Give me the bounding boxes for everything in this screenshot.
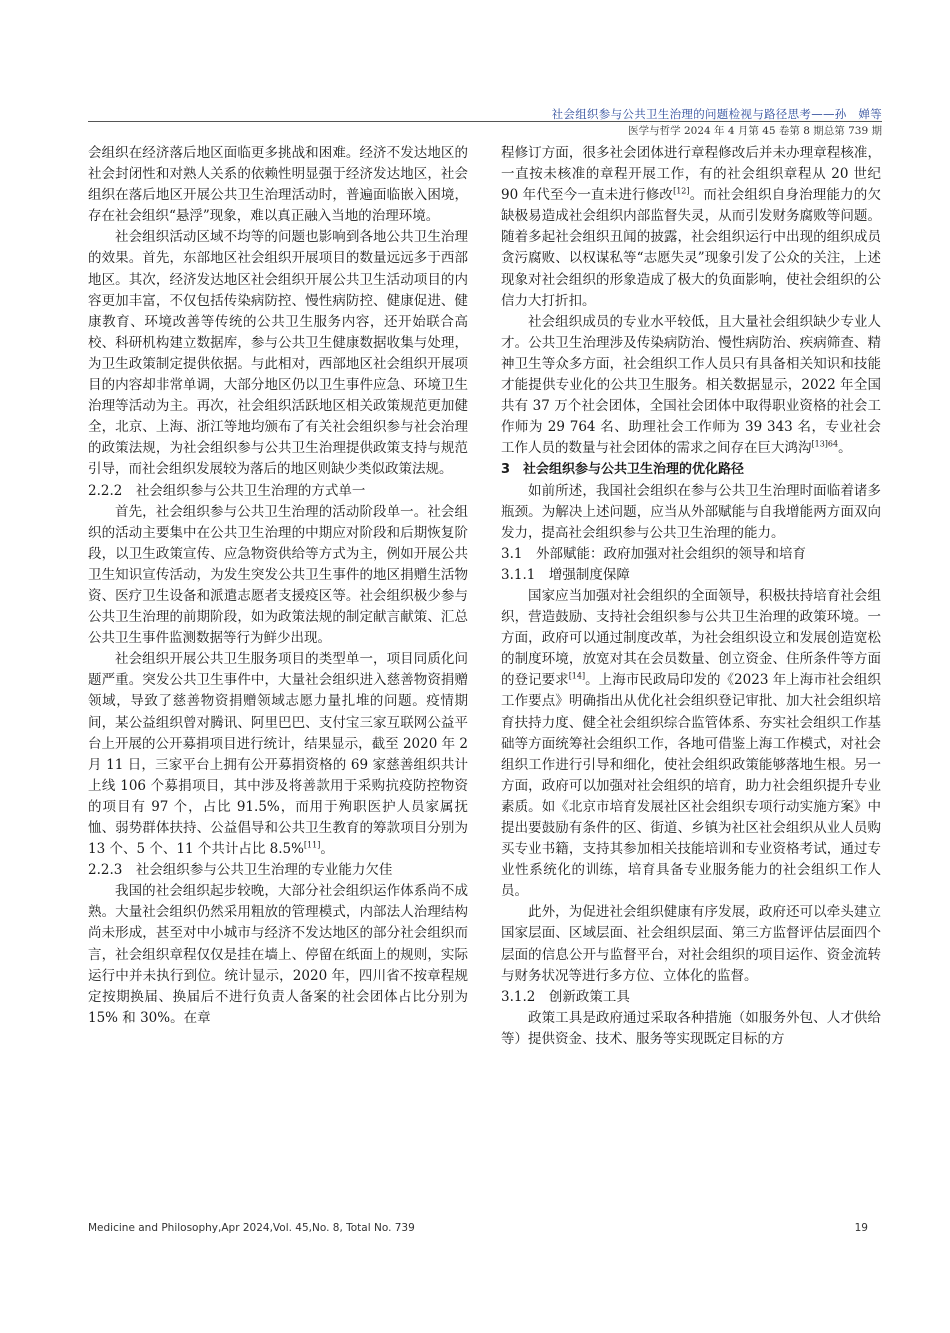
subsubsection-heading [501,565,881,586]
paragraph-text: 程修订方面，很多社会团体进行章程修改后并未办理章程核准，一直按未核准的章程开展工作，有的社会组织章程从 20 世纪 90 年代至今一直未进行修改 [501,145,881,204]
paragraph-text: 首先，社会组织参与公共卫生治理的活动阶段单一。社会组织的活动主要集中在公共卫生治理的中期应对阶段和后期恢复阶段，以卫生政策宣传、应急物资供给等方式为主，例如开展公共卫生知识宣传活动，为发生突发公共卫生事件的地区捐赠生活物资、医疗卫生设备和派遣志愿者支援疫区等。社会组织极少参与公共卫生治理的前期阶段，如为政策法规的制定献言献策、汇总公共卫生事件监测数据等行为鲜少出现。 [88,503,468,647]
citation-reference: [14] [568,671,586,681]
paragraph-text: 社会组织开展公共卫生服务项目的类型单一，项目同质化问题严重。突发公共卫生事件中，大量社会组织进入慈善物资捐赠领域，导致了慈善物资捐赠领域志愿力量扎堆的问题。疫情期间，某公益组织曾对腾讯、阿里巴巴、支付宝三家互联网公益平台上开展的公开募捐项目进行统计，结果显示，截至 2020 年 2 月 11 日，三家平台上拥有公开募捐资格的 69 家慈善组织共计上线 106 个募捐项目，其中涉及将善款用于采购抗疫防控物资的项目有 97 个，占比 91.5%，而用于殉职医护人员家属抚恤、弱势群体扶持、公益倡导和公共卫生教育的筹款项目分别为 13 个、5 个、11 个共计占比 8.5% [88,651,468,858]
section-heading [501,459,881,480]
paragraph-text: 2.2.2 社会组织参与公共卫生治理的方式单一 [88,482,366,499]
running-header-issue: 医学与哲学 2024 年 4 月第 45 卷第 8 期总第 739 期 [628,125,882,137]
paragraph-text: 国家应当加强对社会组织的全面领导，积极扶持培育社会组织，营造鼓励、支持社会组织参与公共卫生治理的政策环境。一方面，政府可以通过制度改革，为社会组织设立和发展创造宽松的制度环境，放宽对其在会员数量、创立资金、住所条件等方面的登记要求 [501,587,881,689]
paragraph-text: 如前所述，我国社会组织在参与公共卫生治理时面临着诸多瓶颈。为解决上述问题，应当从外部赋能与自我增能两方面双向发力，提高社会组织参与公共卫生治理的能力。 [501,482,881,541]
subsubsection-heading [88,481,468,502]
body-paragraph [88,143,468,227]
paragraph-text-tail: 。上海市民政局印发的《2023 年上海市社会组织工作要点》明确指出从优化社会组织登记审批、加大社会组织培育扶持力度、健全社会组织综合监管体系、夯实社会组织工作基础等方面统筹社会组织工作，各地可借鉴上海工作模式，对社会组织工作进行引导和细化，使社会组织政策能够落地生根。另一方面，政府可以加强对社会组织的培育，助力社会组织提升专业素质。如《北京市培育发展社区社会组织专项行动实施方案》中提出要鼓励有条件的区、街道、乡镇为社区社会组织从业人员购买专业书籍，支持其参加相关技能培训和专业资格考试，通过专业性系统化的训练，培育具备专业服务能力的社会组织工作人员。 [501,672,881,900]
citation-reference: [13]64 [811,439,839,449]
paragraph-text: 政策工具是政府通过采取各种措施（如服务外包、人才供给等）提供资金、技术、服务等实现既定目标的方 [501,1009,881,1047]
body-paragraph [501,586,881,902]
page-number: 19 [854,1222,868,1234]
paragraph-text-tail: 。 [838,440,852,457]
footer-citation: Medicine and Philosophy,Apr 2024,Vol. 45,No. 8, Total No. 739 [88,1222,415,1234]
paragraph-text: 社会组织成员的专业水平较低，且大量社会组织缺少专业人才。公共卫生治理涉及传染病防治、慢性病防治、疾病筛查、精神卫生等众多方面，社会组织工作人员只有具备相关知识和技能才能提供专业化的公共卫生服务。相关数据显示，2022 年全国共有 37 万个社会团体，全国社会团体中取得职业资格的社会工作师为 29 764 名、助理社会工作师为 39 343 名，专业社会工作人员的数量与社会团体的需求之间存在巨大鸿沟 [501,313,881,457]
body-paragraph [88,502,468,650]
subsubsection-heading [501,987,881,1008]
paragraph-text: 2.2.3 社会组织参与公共卫生治理的专业能力欠佳 [88,862,393,879]
paragraph-text: 3.1 外部赋能：政府加强对社会组织的领导和培育 [501,545,806,562]
body-paragraph [501,143,881,312]
paragraph-text: 此外，为促进社会组织健康有序发展，政府还可以牵头建立国家层面、区域层面、社会组织层面、第三方监督评估层面四个层面的信息公开与监督平台，对社会组织的项目运作、资金流转与财务状况等进行多方位、立体化的监督。 [501,904,881,984]
subsubsection-heading [88,860,468,881]
paragraph-text: 3.1.1 增强制度保障 [501,566,630,583]
paragraph-text-tail: 。而社会组织自身治理能力的欠缺极易造成社会组织内部监督失灵，从而引发财务腐败等问题。随着多起社会组织丑闻的披露，社会组织运行中出现的组织成员贪污腐败、以权谋私等“志愿失灵”现象引发了公众的关注，上述现象对社会组织的形象造成了极大的负面影响，使社会组织的公信力大打折扣。 [501,187,881,309]
citation-reference: [12] [673,186,690,196]
body-paragraph [501,1008,881,1050]
body-paragraph [501,902,881,986]
left-column [88,143,468,1029]
body-paragraph [501,312,881,460]
citation-reference: [11] [303,840,321,850]
right-column [501,143,881,1050]
header-rule [88,121,882,122]
subsection-heading [501,544,881,565]
paragraph-text: 3.1.2 创新政策工具 [501,988,630,1005]
paragraph-text: 3 社会组织参与公共卫生治理的优化路径 [501,462,745,478]
paragraph-text-tail: 。 [320,841,334,858]
body-paragraph [88,227,468,480]
paragraph-text: 会组织在经济落后地区面临更多挑战和困难。经济不发达地区的社会封闭性和对熟人关系的依赖性明显强于经济发达地区，社会组织在落后地区开展公共卫生治理活动时，普遍面临嵌入困境，存在社会组织“悬浮”现象，难以真正融入当地的治理环境。 [88,145,468,225]
body-paragraph [88,881,468,1029]
body-paragraph [501,481,881,544]
running-header-title: 社会组织参与公共卫生治理的问题检视与路径思考——孙 婵等 [551,107,882,121]
body-paragraph [88,649,468,860]
paragraph-text: 社会组织活动区域不均等的问题也影响到各地公共卫生治理的效果。首先，东部地区社会组织开展项目的数量远远多于西部地区。其次，经济发达地区社会组织开展公共卫生活动项目的内容更加丰富，不仅包括传染病防控、慢性病防控、健康促进、健康教育、环境改善等传统的公共卫生服务内容，还开始联合高校、科研机构建立数据库，参与公共卫生健康数据收集与处理，为卫生政策制定提供依据。与此相对，西部地区社会组织开展项目的内容却非常单调，大部分地区仍以卫生事件应急、环境卫生治理等活动为主。再次，社会组织活跃地区相关政策规范更加健全，北京、上海、浙江等地均颁布了有关社会组织参与社会治理的政策法规，为社会组织参与公共卫生治理提供政策支持与规范引导，而社会组织发展较为落后的地区则缺少类似政策法规。 [88,229,468,478]
paragraph-text: 我国的社会组织起步较晚，大部分社会组织运作体系尚不成熟。大量社会组织仍然采用粗放的管理模式，内部法人治理结构尚未形成，甚至对中小城市与经济不发达地区的部分社会组织而言，社会组织章程仅仅是挂在墙上、停留在纸面上的规则，实际运行中并未执行到位。统计显示，2020 年，四川省不按章程规定按期换届、换届后不进行负责人备案的社会团体占比分别为 15% 和 30%。在章 [88,883,468,1026]
